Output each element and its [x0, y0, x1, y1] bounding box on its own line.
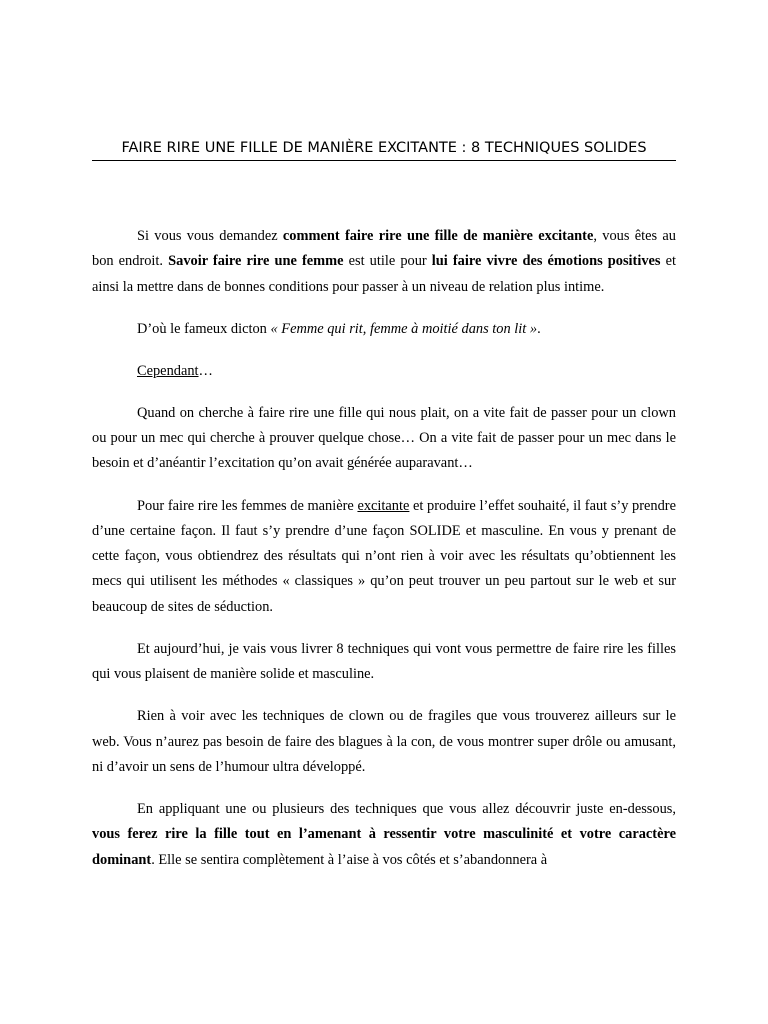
paragraph-text: Pour faire rire les femmes de manière	[137, 497, 358, 514]
paragraph-text: Si vous vous demandez	[137, 228, 283, 244]
paragraph-text: est utile pour	[343, 253, 432, 270]
paragraph-text: , vous êtes au bon endroit.	[92, 228, 676, 270]
paragraph-however	[92, 359, 676, 384]
paragraph-solid-approach	[92, 494, 676, 620]
bold-phrase: comment faire rire une fille de manière excitante	[282, 228, 594, 244]
paragraph-applying	[92, 797, 676, 873]
paragraph-text: et produire l’effet souhaité, il faut s’y prendre d’une certaine façon. Il faut s’y prendre d’une façon SOLIDE et masculine. En vous y prenant de cette façon, vous obtiendrez des résultats qui n’ont rien à voir avec les résultats qu’obtiennent les mecs qui utilisent les méthodes « classiques » qu’on peut trouver un peu partout sur le web et sur beaucoup de sites de séduction.	[92, 497, 676, 615]
paragraph-text: et ainsi la mettre dans de bonnes conditions pour passer à un niveau de relation plus intime.	[92, 253, 676, 295]
paragraph-no-clowning: Rien à voir avec les techniques de clown ou de fragiles que vous trouverez ailleurs sur le web. Vous n’aurez pas besoin de faire des blagues à la con, de vous montrer super drôle ou amusant, ni d’avoir un sens de l’humour ultra développé.	[92, 708, 676, 775]
paragraph-text: D’où le fameux dicton	[137, 320, 271, 337]
bold-phrase: Savoir faire rire une femme	[168, 253, 344, 270]
bold-phrase: lui faire vivre des émotions positives	[431, 253, 661, 270]
underlined-word: Cependant	[137, 362, 199, 379]
document-title: FAIRE RIRE UNE FILLE DE MANIÈRE EXCITANTE : 8 TECHNIQUES SOLIDES	[92, 138, 676, 161]
paragraph-text: …	[198, 362, 213, 379]
paragraph-text: .	[537, 320, 541, 337]
paragraph-techniques-intro: Et aujourd’hui, je vais vous livrer 8 techniques qui vont vous permettre de faire rire les filles qui vous plaisent de manière solide et masculine.	[92, 640, 676, 683]
paragraph-clown-warning: Quand on cherche à faire rire une fille qui nous plait, on a vite fait de passer pour un clown ou pour un mec qui cherche à prouver quelque chose… On a vite fait de passer pour un mec dans le besoin et d’anéantir l’excitation qu’on avait générée auparavant…	[92, 404, 676, 472]
document-body	[92, 224, 676, 890]
underlined-word: excitante	[357, 497, 410, 514]
italic-quote: « Femme qui rit, femme à moitié dans ton lit »	[270, 320, 538, 337]
bold-phrase: vous ferez rire la fille tout en l’amenant à ressentir votre masculinité et votre caractère dominant	[92, 826, 676, 868]
paragraph-text: En appliquant une ou plusieurs des techniques que vous allez découvrir juste en-dessous,	[137, 800, 676, 817]
paragraph-proverb	[92, 317, 676, 342]
paragraph-text: . Elle se sentira complètement à l’aise à vos côtés et s’abandonnera à	[151, 851, 548, 868]
paragraph-intro	[92, 224, 676, 300]
